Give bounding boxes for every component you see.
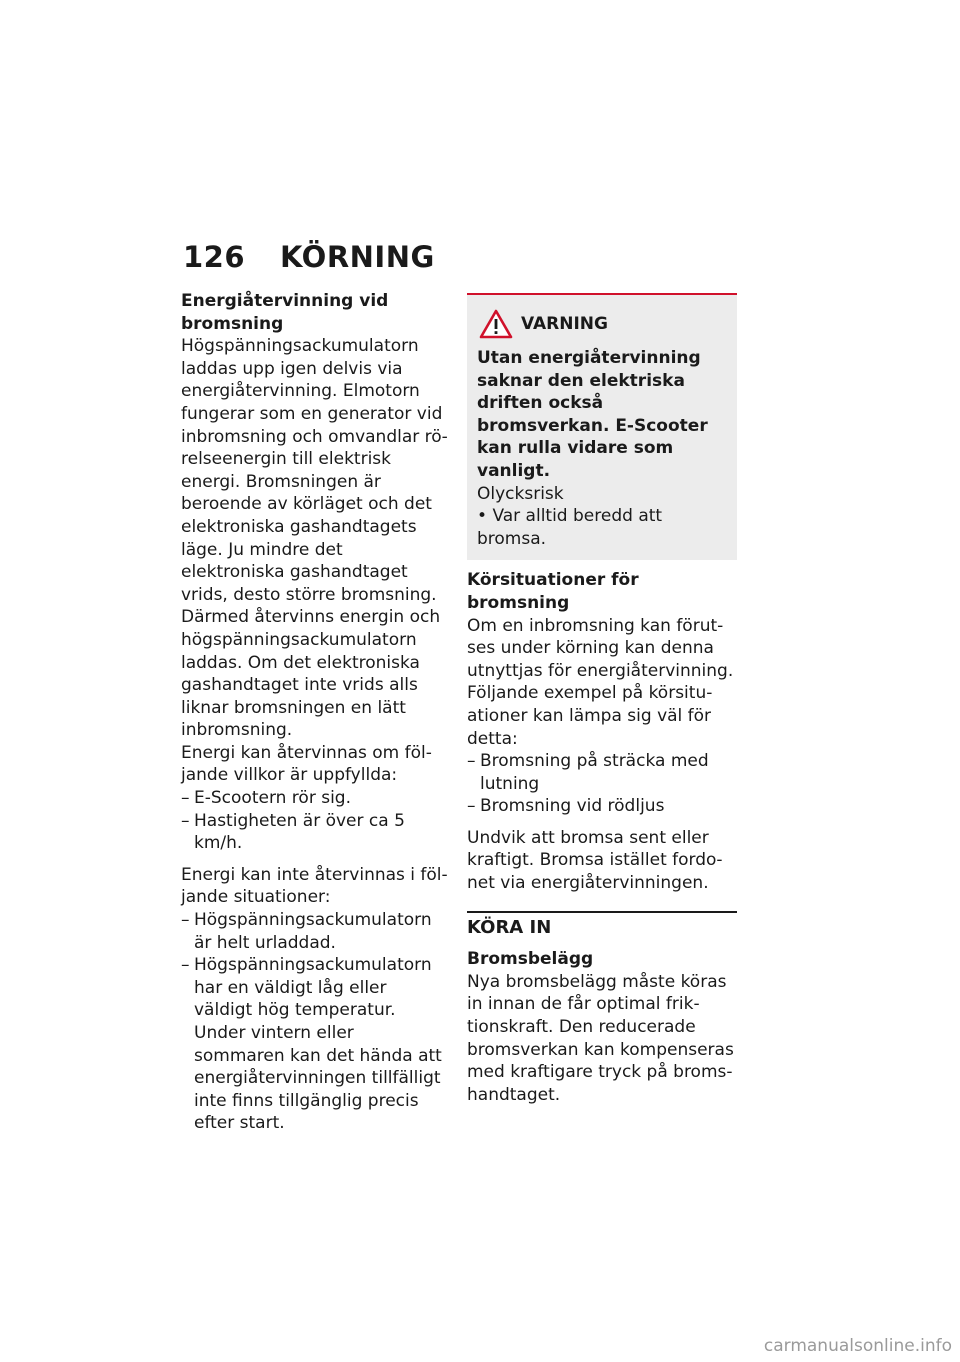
- warning-risk: Olycksrisk: [477, 483, 564, 504]
- paragraph-braking-advice: Undvik att bromsa sent eller kraftigt. Bromsa istället fordonet via energiåtervinningen.: [467, 827, 723, 894]
- paragraph-energy-recovery: Högspänningsackumulatorn laddas upp igen delvis via energiåtervinning. Elmotorn fungerar som en generator vid inbromsning och omvandlar rörelseenergin till elektrisk energi. Bromsningen är beroende av körläget och det elektroniska gashandtagets läge. Ju mindre det elektroniska gashandtaget vrids, desto större bromsning. Därmed återvinns energin och högspänningsackumulatorn laddas. Om det elektroniska gashandtaget inte vrids alls liknar bromsningen en lätt inbromsning.: [181, 336, 448, 741]
- page-number: 126: [183, 240, 246, 274]
- exceptions-intro: Energi kan inte återvinnas i följande situationer:: [181, 864, 448, 908]
- list-item-example: – Bromsning vid rödljus: [467, 795, 737, 818]
- left-column: [181, 290, 449, 1135]
- warning-body: Utan energiåtervinning saknar den elektriska driften också bromsverkan. E-Scooter kan rulla vidare som vanligt.: [477, 348, 708, 481]
- watermark-text: carmanualsonline.info: [763, 1336, 952, 1356]
- warning-action: • Var alltid beredd att bromsa.: [477, 505, 729, 550]
- warning-box: [467, 293, 737, 560]
- list-item-condition: – Hastigheten är över ca 5 km/h.: [181, 810, 449, 855]
- conditions-intro: Energi kan återvinnas om följande villkor är uppfyllda:: [181, 742, 432, 786]
- list-item-condition: – E-Scootern rör sig.: [181, 787, 449, 810]
- section-heading-braking-situations: Körsituationer för bromsning: [467, 570, 639, 613]
- section-heading-energy-recovery: Energiåtervinning vid bromsning: [181, 291, 389, 334]
- sub-heading-brake-pads: Bromsbelägg: [467, 949, 594, 970]
- page-header: [183, 240, 435, 274]
- list-item-exception: – Högspänningsackumulatorn är helt urladdad.: [181, 909, 449, 954]
- chapter-title: KÖRNING: [280, 240, 435, 274]
- paragraph-brake-pads: Nya bromsbelägg måste köras in innan de får optimal friktionskraft. Den reducerade bromsverkan kan kompenseras med kraftigare tryck på bromshandtaget.: [467, 971, 734, 1105]
- warning-title: VARNING: [521, 313, 608, 334]
- list-item-exception: – Högspänningsackumulatorn har en väldigt låg eller väldigt hög temperatur. Under vintern eller sommaren kan det hända att energiåtervinningen tillfälligt inte finns tillgänglig precis efter start.: [181, 954, 449, 1135]
- warning-triangle-icon: [479, 309, 513, 339]
- section-title-break-in: KÖRA IN: [467, 911, 737, 940]
- paragraph-braking-situations: Om en inbromsning kan förutses under körning kan denna utnyttjas för energiåtervinning. Följande exempel på körsituationer kan lämpa sig väl för detta:: [467, 615, 734, 749]
- warning-header: [477, 309, 729, 339]
- list-item-example: – Bromsning på sträcka med lutning: [467, 750, 737, 795]
- right-column: [467, 290, 737, 1106]
